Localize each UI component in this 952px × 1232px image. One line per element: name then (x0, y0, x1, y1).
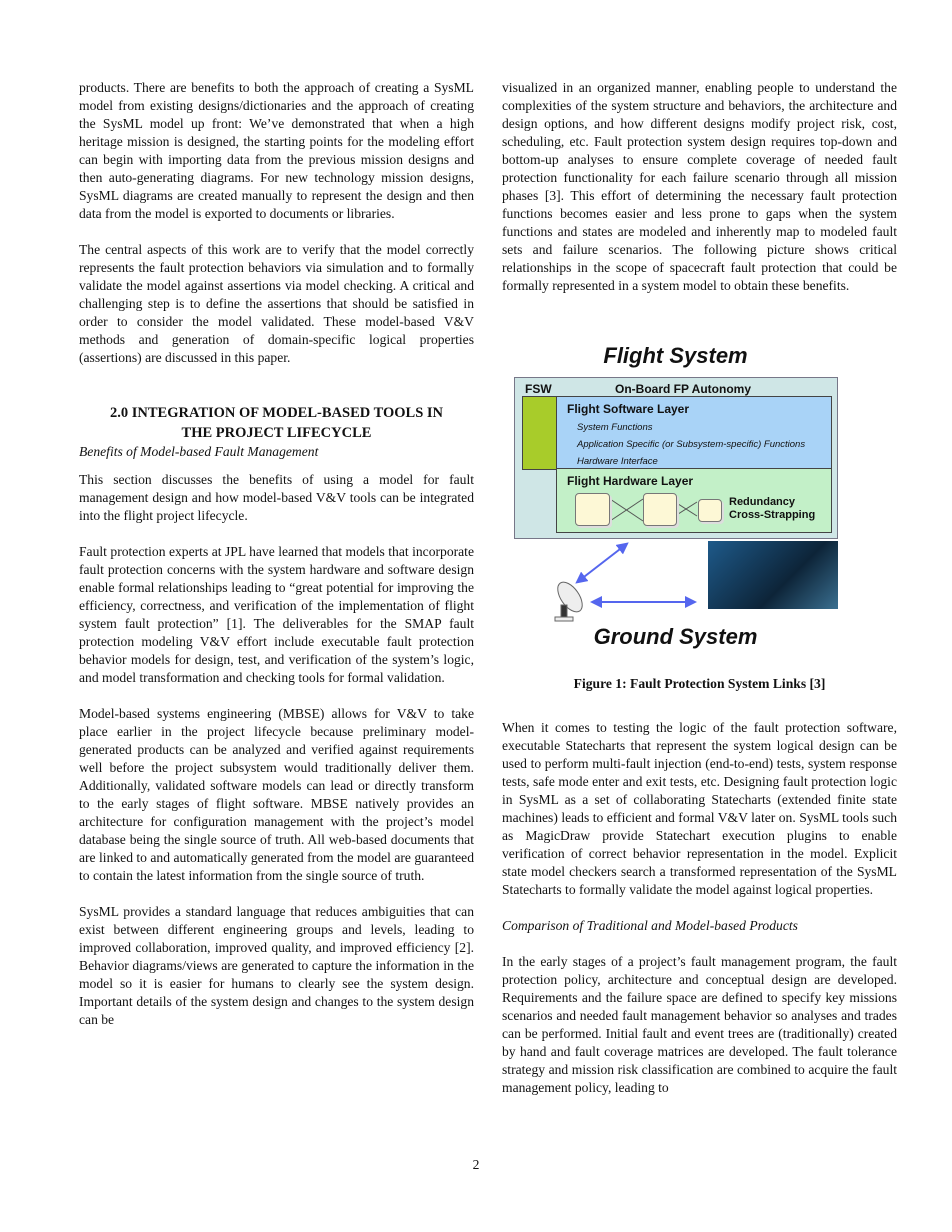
satellite-dish-icon (553, 578, 587, 621)
subheading: Comparison of Traditional and Model-based Products (502, 918, 798, 933)
paragraph: Model-based systems engineering (MBSE) allows for V&V to take place earlier in the project lifecycle because preliminary model-generated products can be analyzed and verified against requirements well before the project subsystem would traditionally deliver them. Additionally, validated software models can lead or directly transform to the early stages of flight software. MBSE natively provides an architecture for configuration management with the project’s model database being the single source of truth. All web-based documents that are linked to and automatically generated from the model are guaranteed to contain the latest information from the single source of truth. (79, 706, 474, 883)
paragraph: SysML provides a standard language that reduces ambiguities that can exist between different engineering groups and levels, leading to improved collaboration, improved quality, and improved efficiency [2]. Behavior diagrams/views are generated to capture the information in the model so it is easier for humans to clearly see the system design. Important details of the system design and changes to the system design can be (79, 904, 474, 1027)
page-number: 2 (472, 1157, 480, 1172)
left-column (79, 79, 474, 1047)
figure-fault-protection-links (508, 345, 843, 660)
hardware-unit (698, 499, 722, 522)
paragraph: This section discusses the benefits of using a model for fault management design and how model-based V&V tools can be integrated into the flight project lifecycle. (79, 472, 474, 523)
hardware-layer-label: Flight Hardware Layer (567, 474, 694, 488)
subheading: Benefits of Model-based Fault Management (79, 444, 319, 459)
section-heading-line2: THE PROJECT LIFECYCLE (181, 425, 372, 441)
figure-title-ground-system: Ground System (593, 624, 758, 649)
autonomy-label: On-Board FP Autonomy (615, 382, 751, 396)
software-layer-label: Flight Software Layer (567, 402, 690, 416)
paragraph: The central aspects of this work are to verify that the model correctly represents the fault protection behaviors via simulation and to formally validate the model against assertions via model checking. A critical and challenging step is to define the assertions that should be satisfied in order to consider the model validated. These model-based V&V methods and generation of domain-specific logical properties (assertions) are discussed in this paper. (79, 242, 474, 365)
fsw-label: FSW (525, 382, 552, 396)
paragraph: When it comes to testing the logic of the fault protection software, executable Statecharts that represent the system logical design can be used to perform multi-fault injection (end-to-end) tests, system response tests, safe mode enter and exit tests, etc. Designing fault protection logic in SysML as a set of collaborating Statecharts (extended finite state machines) leads to efficient and formal V&V later on. SysML tools such as MagicDraw provide Statechart execution plugins to enable verification of correct behavior representation in the model. Explicit state model checkers search a transformed representation of the SysML Statecharts to formally validate the model against logical properties. (502, 720, 897, 897)
right-column-continued (502, 719, 897, 1115)
figure-caption: Figure 1: Fault Protection System Links [3] (573, 676, 826, 691)
mission-control-photo (708, 541, 838, 609)
sw-item: Application Specific (or Subsystem-specific) Functions (577, 439, 806, 450)
paragraph: In the early stages of a project’s fault management program, the fault protection policy, architecture and conceptual design are developed. Requirements and the failure space are defined to specify key missions scenarios and needed fault management behavior so analyses and trades can be performed. Initial fault and event trees are (traditionally) created by hand and fault coverage matrices are developed. The fault tolerance strategy and mission risk classification are combined to acquire the fault management policy, leading to (502, 954, 897, 1095)
paragraph: Fault protection experts at JPL have learned that models that incorporate fault protection concerns with the system hardware and software design enable formal relationships leading to “great potential for improving the efficiency, correctness, and verification of the implementation of flight system fault protection” [1]. The deliverables for the SMAP fault protection modeling V&V effort include executable fault protection behavior models for design, test, and verification of the system’s logic, and model transformation and checking tools for formal validation. (79, 544, 474, 685)
software-layer (556, 396, 832, 470)
hardware-unit (575, 493, 610, 526)
fsw-bar (522, 396, 558, 470)
flight-system-box (514, 377, 838, 539)
hardware-unit (643, 493, 677, 526)
section-heading-line1: 2.0 INTEGRATION OF MODEL-BASED TOOLS IN (109, 405, 444, 421)
paragraph: visualized in an organized manner, enabling people to understand the complexities of the system structure and behaviors, the architecture and design options, and how different designs modify project risk, cost, scheduling, etc. Fault protection system design requires top-down and bottom-up analyses to ensure complete coverage of needed fault protection functionality for each failure scenario through all mission phases [3]. This effort of determining the necessary fault protection functions becomes easier and less prone to gaps when the system functions and states are modeled and inherently map to modeled fault sets and failure scenarios. The following picture shows critical relationships in the scope of spacecraft fault protection that could be formally represented in a system model to obtain these benefits. (502, 80, 897, 293)
hardware-layer (556, 468, 832, 533)
right-column (502, 79, 897, 313)
paragraph: products. There are benefits to both the approach of creating a SysML model from existing designs/dictionaries and the approach of creating the SysML model up front: We’ve demonstrated that when a high heritage mission is designed, the starting points for the modeling effort can begin with importing data from the previous mission designs and then auto-generating diagrams. For new technology mission designs, SysML diagrams are created manually to represent the design and then data from the model is exported to documents or libraries. (79, 80, 474, 221)
figure-title-flight-system: Flight System (603, 343, 748, 368)
sw-item: System Functions (577, 422, 653, 433)
redundancy-label: Redundancy (729, 496, 796, 508)
sw-item: Hardware Interface (577, 456, 658, 467)
cross-strapping-label: Cross-Strapping (729, 509, 816, 521)
